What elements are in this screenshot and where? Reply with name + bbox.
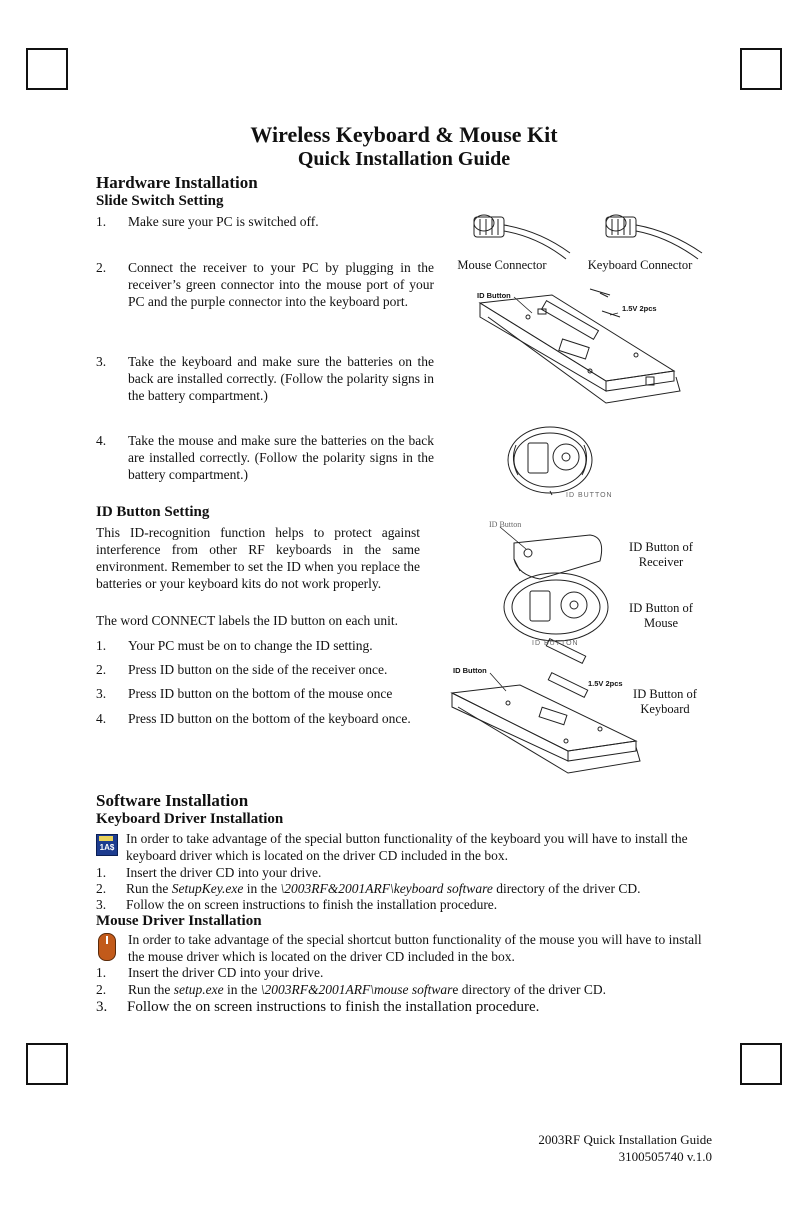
receiver-small-label: ID Button (489, 520, 522, 529)
kb-battery-text: 1.5V 2pcs (588, 679, 623, 688)
step-number: 1. (96, 865, 107, 880)
step-text: Take the keyboard and make sure the batteries on the back are installed correctly. (Follow the polarity signs in the battery compartment.) (128, 354, 434, 403)
step-number: 3. (96, 354, 107, 369)
step-text-part: Run the (126, 881, 172, 896)
kb-id-button-text: ID Button (453, 666, 487, 675)
step-number: 2. (96, 260, 107, 275)
keyboard-id-illustration (452, 639, 640, 773)
mouse-driver-intro: In order to take advantage of the special shortcut button functionality of the mouse you will have to install the mouse driver which is located on the driver CD included in the box. (128, 932, 702, 964)
step-text (126, 880, 716, 897)
setup-filename: setup.exe (173, 982, 224, 997)
step-text: Make sure your PC is switched off. (128, 214, 319, 229)
mouse-id-label: ID Button of Mouse (629, 601, 693, 630)
registration-mark-bottom-right (740, 1043, 782, 1085)
keyboard-connector-label: Keyboard Connector (587, 258, 693, 272)
step-number: 2. (96, 982, 107, 997)
mouse-bottom-illustration (508, 427, 592, 495)
step-text-part: directory of the driver CD. (492, 881, 641, 896)
step-number: 4. (96, 711, 107, 726)
mouse-connector-label: Mouse Connector (457, 258, 547, 272)
keyboard-connector-illustration (606, 215, 702, 259)
step-number: 1. (96, 638, 107, 653)
keyboard-driver-heading: Keyboard Driver Installation (96, 811, 284, 827)
software-heading: Software Installation (96, 791, 249, 810)
hardware-illustration (440, 205, 740, 505)
step-text: Take the mouse and make sure the batteries on the back are installed correctly. (Follow the polarity signs in the battery compartment.) (128, 433, 434, 482)
step-number: 3. (96, 897, 107, 912)
step-number: 1. (96, 965, 107, 980)
mouse-id-button-text: ID BUTTON (532, 640, 579, 647)
step-text: Connect the receiver to your PC by plugging in the receiver’s green connector into the mouse port of your PC and the purple connector into the keyboard port. (128, 260, 434, 309)
registration-mark-top-right (740, 48, 782, 90)
id-setting-intro: This ID-recognition function helps to protect against interference from other RF keyboards in the same environment. Remember to set the ID when you replace the batteries or your keyboard kits do not work properly. (96, 525, 420, 591)
step-text-part: Run the (128, 982, 174, 997)
step-number: 2. (96, 662, 107, 677)
slide-switch-heading: Slide Switch Setting (96, 193, 224, 209)
step-number: 3. (96, 686, 107, 701)
hardware-heading: Hardware Installation (96, 173, 258, 192)
document-subtitle: Quick Installation Guide (297, 148, 511, 170)
mouse-software-path: \2003RF&2001ARF\mouse softwar (260, 982, 453, 997)
step-number: 2. (96, 881, 107, 896)
step-text: Your PC must be on to change the ID setting. (128, 638, 373, 653)
mouse-driver-heading: Mouse Driver Installation (96, 913, 262, 929)
step-text-part: in the (243, 881, 281, 896)
mouse-id-button-label: ID BUTTON (566, 492, 613, 499)
footer-guide-title: 2003RF Quick Installation Guide (538, 1132, 712, 1147)
id-button-heading: ID Button Setting (96, 504, 210, 520)
receiver-id-label: ID Button of Receiver (629, 540, 693, 569)
step-text: Press ID button on the bottom of the mouse once (128, 686, 393, 701)
keyboard-driver-icon (96, 834, 118, 856)
battery-label: 1.5V 2pcs (622, 304, 657, 313)
step-text (128, 981, 716, 998)
step-text-part: e directory of the driver CD. (452, 982, 607, 997)
step-text: Follow the on screen instructions to finish the installation procedure. (127, 999, 540, 1015)
mouse-driver-icon (98, 933, 116, 961)
footer-part-number: 3100505740 v.1.0 (618, 1149, 712, 1164)
step-text-part: in the (223, 982, 261, 997)
registration-mark-bottom-left (26, 1043, 68, 1085)
registration-mark-top-left (26, 48, 68, 90)
keyboard-id-button-label: ID Button (477, 291, 511, 300)
keyboard-driver-intro: In order to take advantage of the special button functionality of the keyboard you will have to install the keyboard driver which is located on the driver CD included in the box. (126, 831, 688, 863)
id-setting-note: The word CONNECT labels the ID button on each unit. (96, 613, 398, 628)
step-text: Press ID button on the side of the receiver once. (128, 662, 388, 677)
receiver-illustration (500, 527, 602, 579)
setupkey-filename: SetupKey.exe (171, 881, 244, 896)
keyboard-id-label: ID Button of Keyboard (633, 687, 697, 716)
step-text: Follow the on screen instructions to finish the installation procedure. (126, 897, 498, 912)
step-number: 3. (96, 999, 108, 1015)
keyboard-software-path: \2003RF&2001ARF\keyboard software (280, 881, 493, 896)
step-text: Press ID button on the bottom of the keyboard once. (128, 711, 411, 726)
step-text: Insert the driver CD into your drive. (128, 965, 324, 980)
keyboard-icon-text: 1A$ (99, 843, 115, 852)
document-title: Wireless Keyboard & Mouse Kit (250, 122, 558, 147)
step-number: 1. (96, 214, 107, 229)
step-text: Insert the driver CD into your drive. (126, 865, 322, 880)
mouse-id-illustration (504, 573, 608, 641)
mouse-connector-illustration (474, 215, 570, 259)
step-number: 4. (96, 433, 107, 448)
